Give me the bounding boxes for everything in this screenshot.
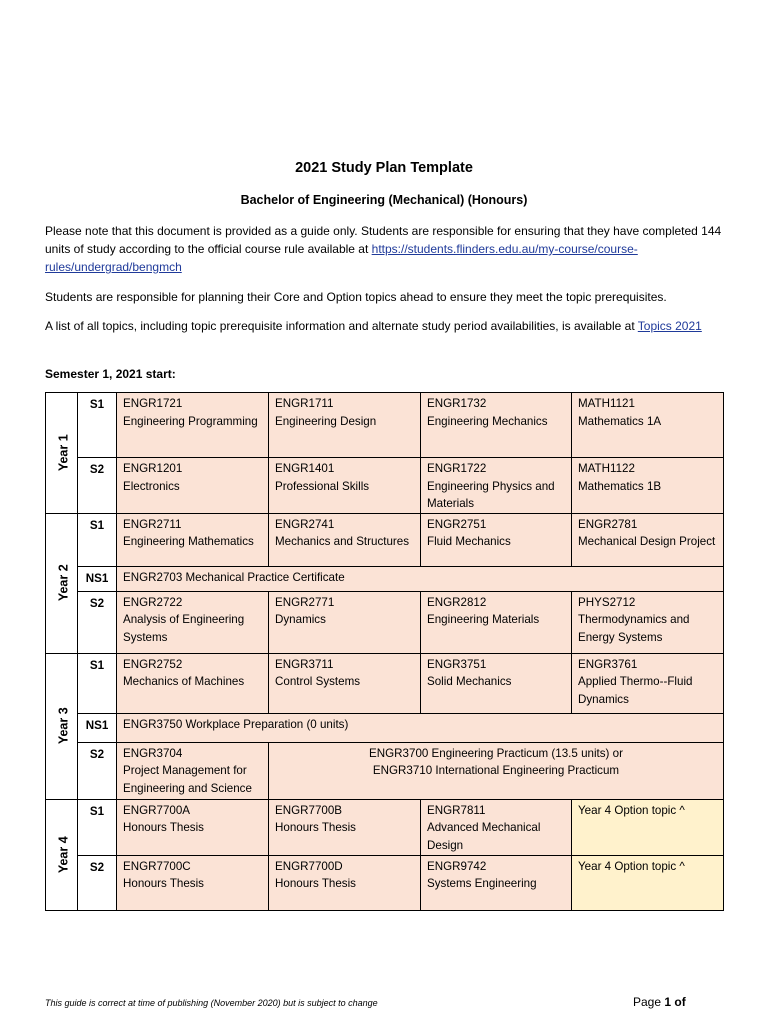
year-4-label-cell: [46, 799, 78, 910]
topic-name: Professional Skills: [275, 479, 370, 493]
topic-name: Engineering Physics and Materials: [427, 479, 555, 510]
topic-name: Honours Thesis: [123, 821, 204, 834]
topic-name: Fluid Mechanics: [427, 535, 511, 548]
topic-code: MATH1121: [578, 397, 635, 410]
topic-code: ENGR2711: [123, 517, 182, 531]
topic-name: Engineering Design: [275, 414, 377, 428]
topic-code: ENGR3761: [578, 657, 638, 671]
topic-code: ENGR2741: [275, 517, 335, 531]
topic-code: ENGR2781: [578, 517, 638, 531]
topic-name: Engineering Programming: [123, 414, 258, 428]
topic-cell: [421, 591, 572, 653]
guide-note-text: Please note that this document is provided as a guide only. Students are responsible for ensuring that they have completed 144 units of study according to the official course rule available at: [45, 224, 722, 256]
topic-cell: [269, 458, 421, 514]
topic-name: Mechanical Design Project: [578, 535, 716, 548]
topic-cell: [421, 458, 572, 514]
topic-code: ENGR1401: [275, 462, 335, 475]
topic-cell: [117, 742, 269, 799]
topic-cell: [572, 653, 724, 713]
topic-cell: [572, 591, 724, 653]
semester-label: S1: [78, 513, 117, 566]
table-row: [46, 855, 724, 910]
topic-code: ENGR3751: [427, 657, 487, 671]
topic-cell: [117, 393, 269, 458]
topic-cell: [269, 855, 421, 910]
topic-name: Control Systems: [275, 675, 361, 688]
topic-name: Electronics: [123, 479, 180, 493]
page-of: of: [671, 995, 686, 1009]
topic-cell: [421, 393, 572, 458]
semester-label: S1: [78, 799, 117, 855]
year-1-label-cell: [46, 393, 78, 514]
engineering-practicum-cell: [269, 742, 724, 799]
page-current: 1: [664, 995, 672, 1009]
topic-name: Solid Mechanics: [427, 675, 512, 688]
topic-name: Engineering Mechanics: [427, 414, 548, 428]
topic-name: Project Management for Engineering and Science: [123, 764, 252, 795]
option-topic-cell: Year 4 Option topic ^: [572, 799, 724, 855]
year-3-label-cell: [46, 653, 78, 799]
topic-code: ENGR3711: [275, 657, 334, 671]
guide-note-paragraph: [45, 222, 725, 276]
topic-code: ENGR7811: [427, 803, 486, 817]
topic-name: Mathematics 1A: [578, 414, 662, 428]
topic-name: Mathematics 1B: [578, 479, 662, 493]
topic-code: ENGR7700D: [275, 859, 343, 873]
page-subtitle: Bachelor of Engineering (Mechanical) (Honours): [240, 193, 528, 207]
topic-code: ENGR1722: [427, 462, 487, 475]
semester-label: S2: [78, 742, 117, 799]
year-4-label: Year 4: [56, 836, 71, 873]
topic-cell: [421, 653, 572, 713]
topic-cell: [572, 458, 724, 514]
topic-cell: [572, 513, 724, 566]
semester-label: NS1: [78, 566, 117, 591]
table-row: [46, 458, 724, 514]
topic-code: ENGR2751: [427, 517, 487, 531]
semester-label: S2: [78, 458, 117, 514]
table-row: [46, 393, 724, 458]
topic-code: ENGR1201: [123, 462, 183, 475]
semester-label: S2: [78, 591, 117, 653]
topic-name: Honours Thesis: [275, 821, 356, 834]
topic-code: ENGR7700A: [123, 803, 191, 817]
table-row: [46, 653, 724, 713]
topic-cell: [269, 393, 421, 458]
topic-cell: [269, 653, 421, 713]
workplace-preparation-cell: ENGR3750 Workplace Preparation (0 units): [117, 713, 724, 742]
semester-label: S1: [78, 653, 117, 713]
topic-code: ENGR3704: [123, 746, 183, 760]
topic-cell: [117, 799, 269, 855]
topic-name: Systems Engineering: [427, 877, 537, 890]
topic-name: Honours Thesis: [275, 877, 356, 890]
prerequisite-note: Students are responsible for planning their Core and Option topics ahead to ensure they meet the topic prerequisites.: [45, 290, 667, 304]
topic-code: ENGR7700C: [123, 859, 191, 873]
topic-cell: [269, 591, 421, 653]
topic-name: Engineering Mathematics: [123, 535, 254, 548]
page-title: 2021 Study Plan Template: [295, 160, 473, 176]
table-row: [46, 799, 724, 855]
topic-code: ENGR1732: [427, 397, 487, 410]
topic-cell: [117, 513, 269, 566]
topics-2021-link[interactable]: Topics 2021: [637, 319, 702, 333]
topic-code: ENGR9742: [427, 859, 487, 873]
practicum-line-1: ENGR3700 Engineering Practicum (13.5 units) or: [369, 746, 623, 760]
topic-cell: [117, 591, 269, 653]
topic-code: ENGR7700B: [275, 803, 343, 817]
topic-name: Mechanics and Structures: [275, 535, 410, 548]
table-row: [46, 513, 724, 566]
topics-note-text: A list of all topics, including topic prerequisite information and alternate study period availabilities, is available at: [45, 319, 638, 333]
course-rule-link[interactable]: https://students.flinders.edu.au/my-course/course-rules/undergrad/bengmch: [45, 242, 638, 274]
topic-cell: [421, 855, 572, 910]
practicum-line-2: ENGR3710 International Engineering Practicum: [372, 764, 620, 777]
topic-name: Advanced Mechanical Design: [427, 821, 541, 852]
topics-note-paragraph: [45, 317, 725, 335]
topic-cell: [269, 799, 421, 855]
topic-code: ENGR1721: [123, 397, 183, 410]
semester-label: S2: [78, 855, 117, 910]
topic-code: ENGR2771: [275, 595, 335, 609]
topic-cell: [421, 513, 572, 566]
footer-disclaimer: This guide is correct at time of publishing (November 2020) but is subject to change: [45, 998, 378, 1008]
topic-code: ENGR2812: [427, 595, 487, 609]
table-row: [46, 591, 724, 653]
topic-name: Applied Thermo--Fluid Dynamics: [578, 675, 693, 706]
start-heading: Semester 1, 2021 start:: [45, 367, 176, 381]
semester-label: S1: [78, 393, 117, 458]
table-row: [46, 566, 724, 591]
study-plan-table: [45, 392, 724, 911]
topic-name: Honours Thesis: [123, 877, 204, 890]
year-1-label: Year 1: [56, 434, 71, 472]
topic-code: ENGR2752: [123, 657, 183, 671]
table-row: [46, 742, 724, 799]
topic-name: Mechanics of Machines: [123, 675, 245, 688]
topic-cell: [117, 855, 269, 910]
topic-code: PHYS2712: [578, 595, 636, 609]
practice-certificate-cell: ENGR2703 Mechanical Practice Certificate: [117, 566, 724, 591]
semester-label: NS1: [78, 713, 117, 742]
topic-name: Thermodynamics and Energy Systems: [578, 613, 690, 644]
topic-name: Dynamics: [275, 613, 326, 626]
topic-cell: [269, 513, 421, 566]
topic-cell: [572, 393, 724, 458]
topic-code: ENGR2722: [123, 595, 183, 609]
topic-name: Engineering Materials: [427, 613, 540, 626]
page-label: Page: [633, 995, 665, 1009]
table-row: [46, 713, 724, 742]
year-3-label: Year 3: [56, 707, 71, 745]
year-2-label-cell: [46, 513, 78, 653]
year-2-label: Year 2: [56, 564, 71, 602]
topic-code: ENGR1711: [275, 397, 334, 410]
option-topic-cell: Year 4 Option topic ^: [572, 855, 724, 910]
topic-name: Analysis of Engineering Systems: [123, 613, 245, 644]
topic-cell: [117, 458, 269, 514]
topic-cell: [117, 653, 269, 713]
topic-code: MATH1122: [578, 462, 635, 475]
page-number: [633, 995, 686, 1009]
topic-cell: [421, 799, 572, 855]
